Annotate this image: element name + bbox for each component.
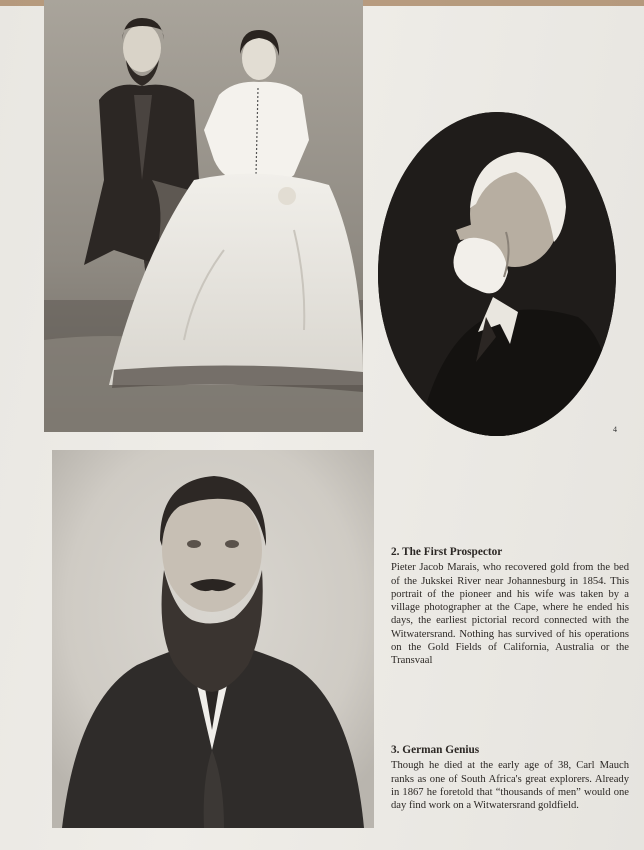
caption-body: Though he died at the early age of 38, Carl Mauch ranks as one of South Africa's great explorers. Already in 1867 he foretold that “thousands of men” would one day find work on a Witwatersrand goldfield. xyxy=(391,760,629,812)
photo-couple-portrait xyxy=(44,0,363,432)
caption-body: Pieter Jacob Marais, who recovered gold from the bed of the Jukskei River near Johannesburg in 1854. This portrait of the pioneer and his wife was taken by a village photographer at the Cape, where he ended his days, the earliest pictorial record connected with the Witwatersrand. Nothing has survived of his operations on the Gold Fields of California, Australia or the Transvaal xyxy=(391,562,629,667)
caption-title: 3. German Genius xyxy=(391,744,480,756)
caption-first-prospector xyxy=(391,546,629,668)
caption-title: 2. The First Prospector xyxy=(391,546,503,558)
caption-german-genius xyxy=(391,744,629,812)
photo-oval-portrait xyxy=(378,112,616,436)
photo-carl-mauch-portrait xyxy=(52,450,374,828)
page-number: 4 xyxy=(613,425,617,434)
